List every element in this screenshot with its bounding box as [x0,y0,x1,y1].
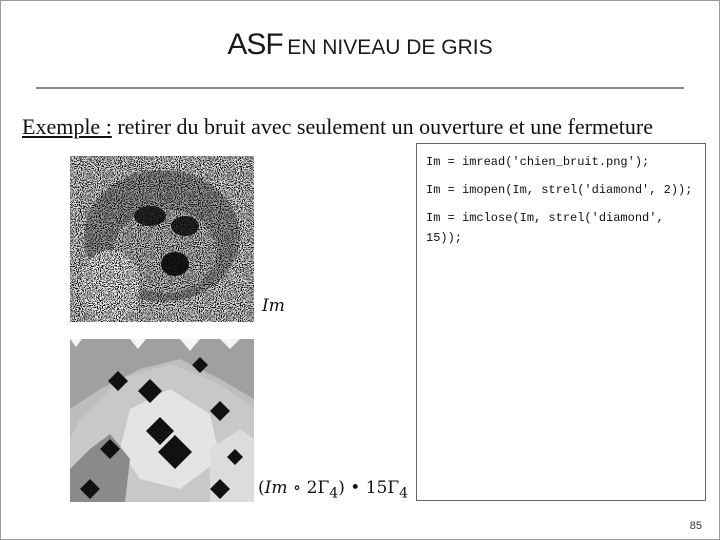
code-box [416,143,706,501]
code-line-close: Im = imclose(Im, strel('diamond', 15)); [426,211,671,245]
page-number: 85 [689,520,702,532]
title-main: ASF [227,28,283,61]
filtered-image-label: (Im ∘ $2\Gamma_4$) • $15\Gamma_4$ [258,478,409,502]
code-line-open: Im = imopen(Im, strel('diamond', 2)); [426,183,693,197]
title-rule [36,87,684,89]
noisy-dog-image [70,156,254,322]
example-text: retirer du bruit avec seulement un ouverture et une fermeture [111,114,654,139]
example-paragraph [22,110,694,143]
title-rest: EN NIVEAU DE GRIS [287,36,493,59]
noisy-image-label: Im [262,296,285,316]
slide-title [0,28,720,62]
filtered-dog-image [70,339,254,502]
code-line-read: Im = imread('chien_bruit.png'); [426,155,650,169]
example-label: Exemple : [22,114,112,139]
